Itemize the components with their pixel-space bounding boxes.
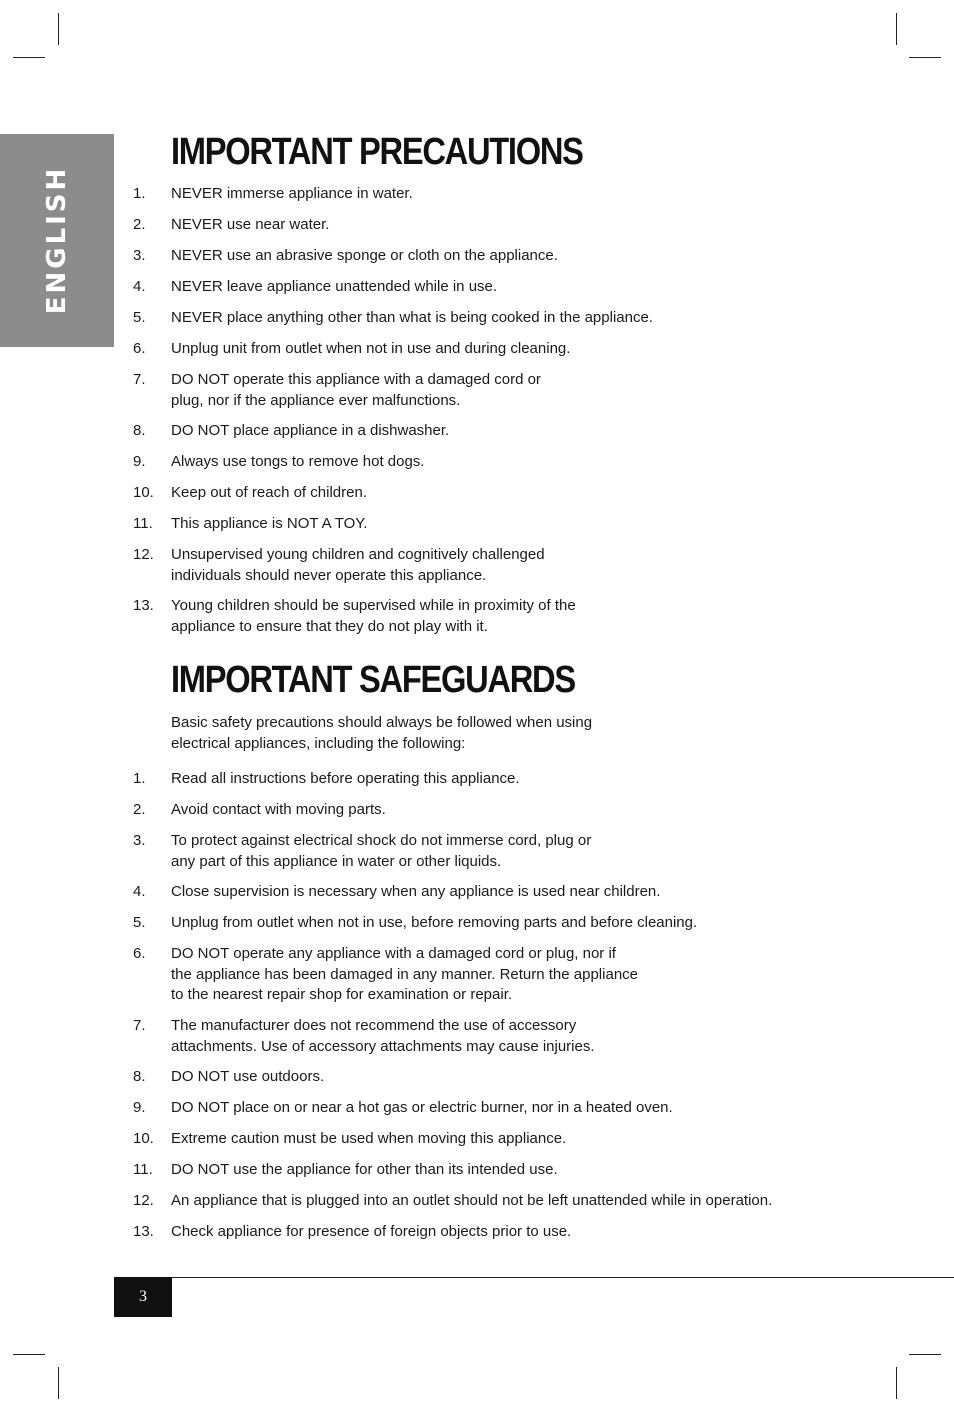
list-item-number: 1. xyxy=(133,770,146,787)
list-item-number: 9. xyxy=(133,1099,146,1116)
list-item-number: 2. xyxy=(133,801,146,818)
list-item-number: 12. xyxy=(133,546,154,563)
page-number: 3 xyxy=(114,1277,172,1317)
list-item-number: 12. xyxy=(133,1192,154,1209)
list-item-text: NEVER leave appliance unattended while in use. xyxy=(171,278,498,295)
list-item-text: Always use tongs to remove hot dogs. xyxy=(171,453,425,470)
crop-mark xyxy=(13,1354,45,1355)
list-item-text: DO NOT operate any appliance with a damaged cord or plug, nor if the appliance has been damaged in any manner. Return the appliance to the nearest repair shop for examination or repair. xyxy=(171,945,638,1003)
safeguards-heading: IMPORTANT SAFEGUARDS xyxy=(171,659,575,701)
crop-mark xyxy=(13,57,45,58)
list-item-text: NEVER immerse appliance in water. xyxy=(171,185,413,202)
list-item-number: 2. xyxy=(133,216,146,233)
list-item-text: Close supervision is necessary when any appliance is used near children. xyxy=(171,883,661,900)
language-tab xyxy=(0,134,114,347)
list-item-text: To protect against electrical shock do not immerse cord, plug or any part of this appliance in water or other liquids. xyxy=(171,832,592,870)
list-item-text: An appliance that is plugged into an outlet should not be left unattended while in operation. xyxy=(171,1192,773,1209)
list-item-text: NEVER use near water. xyxy=(171,216,330,233)
list-item-number: 7. xyxy=(133,371,146,388)
crop-mark xyxy=(909,57,941,58)
list-item-number: 3. xyxy=(133,247,146,264)
list-item-text: DO NOT operate this appliance with a damaged cord or plug, nor if the appliance ever malfunctions. xyxy=(171,371,541,409)
list-item-number: 1. xyxy=(133,185,146,202)
list-item-number: 4. xyxy=(133,278,146,295)
crop-mark xyxy=(58,1367,59,1399)
list-item-number: 13. xyxy=(133,1223,154,1240)
list-item-number: 5. xyxy=(133,309,146,326)
list-item-number: 8. xyxy=(133,422,146,439)
footer-rule xyxy=(114,1277,954,1278)
list-item-number: 10. xyxy=(133,1130,154,1147)
list-item-number: 7. xyxy=(133,1017,146,1034)
list-item-number: 11. xyxy=(133,515,153,532)
list-item-number: 8. xyxy=(133,1068,146,1085)
crop-mark xyxy=(58,13,59,45)
list-item-text: Check appliance for presence of foreign objects prior to use. xyxy=(171,1223,572,1240)
list-item-text: Avoid contact with moving parts. xyxy=(171,801,386,818)
language-tab-label: ENGLISH xyxy=(42,165,72,315)
list-item-text: This appliance is NOT A TOY. xyxy=(171,515,368,532)
list-item-text: DO NOT place on or near a hot gas or electric burner, nor in a heated oven. xyxy=(171,1099,673,1116)
list-item-number: 6. xyxy=(133,945,146,962)
safeguards-intro: Basic safety precautions should always be followed when using electrical appliances, including the following: xyxy=(171,714,593,752)
list-item-text: DO NOT place appliance in a dishwasher. xyxy=(171,422,450,439)
list-item-text: Unsupervised young children and cognitively challenged individuals should never operate this appliance. xyxy=(171,546,545,584)
list-item-number: 3. xyxy=(133,832,146,849)
list-item-text: Read all instructions before operating this appliance. xyxy=(171,770,520,787)
crop-mark xyxy=(896,1367,897,1399)
list-item-number: 5. xyxy=(133,914,146,931)
list-item-text: DO NOT use outdoors. xyxy=(171,1068,325,1085)
list-item-text: NEVER use an abrasive sponge or cloth on the appliance. xyxy=(171,247,558,264)
list-item-text: Extreme caution must be used when moving this appliance. xyxy=(171,1130,567,1147)
list-item-number: 11. xyxy=(133,1161,153,1178)
list-item-text: Keep out of reach of children. xyxy=(171,484,367,501)
list-item-text: DO NOT use the appliance for other than its intended use. xyxy=(171,1161,558,1178)
precautions-heading: IMPORTANT PRECAUTIONS xyxy=(171,131,583,173)
list-item-text: The manufacturer does not recommend the use of accessory attachments. Use of accessory attachments may cause injuries. xyxy=(171,1017,595,1055)
crop-mark xyxy=(896,13,897,45)
list-item-text: Unplug unit from outlet when not in use and during cleaning. xyxy=(171,340,571,357)
list-item-number: 4. xyxy=(133,883,146,900)
list-item-text: NEVER place anything other than what is being cooked in the appliance. xyxy=(171,309,653,326)
list-item-text: Young children should be supervised while in proximity of the appliance to ensure that they do not play with it. xyxy=(171,597,576,635)
list-item-text: Unplug from outlet when not in use, before removing parts and before cleaning. xyxy=(171,914,698,931)
list-item-number: 6. xyxy=(133,340,146,357)
list-item-number: 13. xyxy=(133,597,154,614)
list-item-number: 10. xyxy=(133,484,154,501)
crop-mark xyxy=(909,1354,941,1355)
list-item-number: 9. xyxy=(133,453,146,470)
